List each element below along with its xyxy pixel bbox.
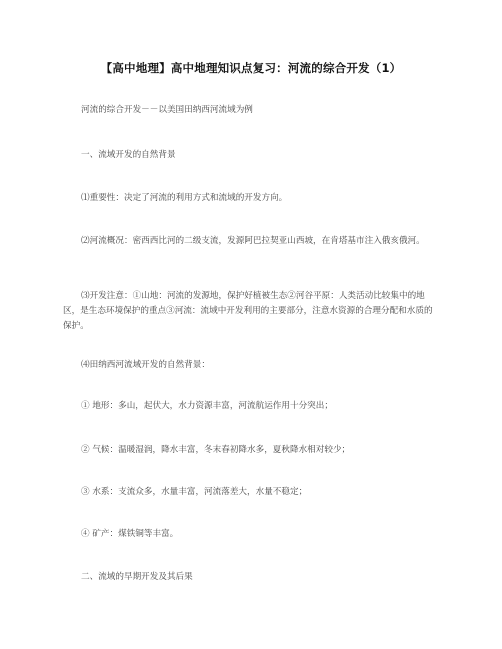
section-heading-2: 二、流域的早期开发及其后果 [81, 572, 193, 582]
list-item-water-system: ③ 水系：支流众多，水量丰富，河流落差大，水量不稳定； [81, 487, 308, 497]
paragraph-intro: 河流的综合开发－－以美国田纳西河流域为例 [81, 105, 253, 115]
list-item-climate: ② 气候：温暖湿润，降水丰富，冬末春初降水多，夏秋降水相对较少； [81, 445, 351, 455]
paragraph-development-notes: ⑶开发注意：①山地：河流的发源地，保护好植被生态②河谷平原：人类活动比较集中的地区，是生态环境保护的重点③河流：流域中开发利用的主要部分，注意水资源的合理分配和水质的保护。 [63, 291, 433, 331]
paragraph-importance: ⑴重要性：决定了河流的利用方式和流域的开发方向。 [81, 193, 288, 203]
list-item-terrain: ① 地形：多山，起伏大，水力资源丰富，河流航运作用十分突出； [81, 401, 333, 411]
list-item-minerals: ④ 矿产：煤铁铜等丰富。 [81, 529, 179, 539]
paragraph-river-overview: ⑵河流概况：密西西比河的二级支流，发源阿巴拉契亚山西坡，在肯塔基市注入俄亥俄河。 [81, 236, 425, 246]
document-title: 【高中地理】高中地理知识点复习：河流的综合开发（1） [100, 61, 402, 75]
section-heading-1: 一、流域开发的自然背景 [81, 150, 176, 160]
paragraph-natural-background: ⑷田纳西河流域开发的自然背景： [81, 360, 210, 370]
